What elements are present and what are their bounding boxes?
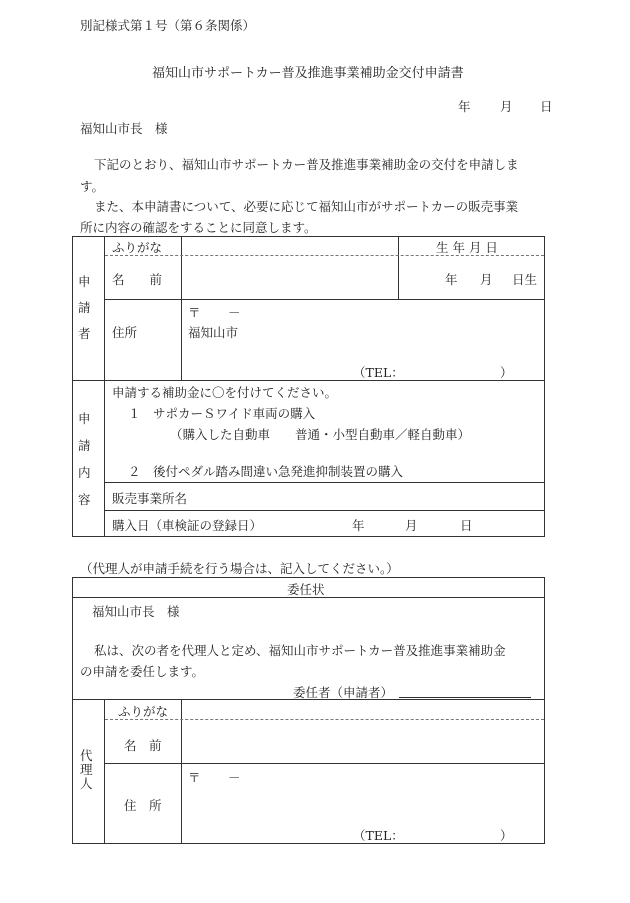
intro-para1-line1: 下記のとおり、福知山市サポートカー普及推進事業補助金の交付を申請しま xyxy=(94,157,519,172)
applicant-furigana-label: ふりがな xyxy=(112,240,163,255)
proxy-furigana-label: ふりがな xyxy=(118,704,169,719)
applicant-birth-day[interactable]: 日生 xyxy=(512,272,538,287)
date-year[interactable]: 年 xyxy=(458,99,471,114)
purchase-date-label: 購入日（車検証の登録日） xyxy=(112,518,263,533)
proxy-address-field[interactable] xyxy=(183,787,543,817)
applicant-furigana-field[interactable] xyxy=(183,238,397,254)
application-item-2[interactable]: ２ 後付ペダル踏み間違い急発進抑制装置の購入 xyxy=(128,464,404,479)
proxy-postal-mark: 〒 xyxy=(188,770,201,785)
purchase-month[interactable]: 月 xyxy=(405,518,418,533)
intro-para2-line2: 所に内容の確認をすることに同意します。 xyxy=(80,220,317,235)
date-month[interactable]: 月 xyxy=(500,99,513,114)
applicant-postal-mark: 〒 xyxy=(188,305,201,320)
purchase-day[interactable]: 日 xyxy=(460,518,473,533)
application-instruction: 申請する補助金に〇を付けてください。 xyxy=(112,385,338,400)
attorney-title: 委任状 xyxy=(287,582,325,597)
proxy-furigana-field[interactable] xyxy=(183,701,543,718)
proxy-tel-close: ） xyxy=(500,828,513,843)
intro-para1-line2: す。 xyxy=(80,179,105,194)
applicant-birth-year[interactable]: 年 xyxy=(445,272,458,287)
applicant-tel-field[interactable] xyxy=(395,362,495,379)
purchase-year[interactable]: 年 xyxy=(352,518,365,533)
proxy-tel-field[interactable] xyxy=(395,825,495,841)
delegator-label: 委任者（申請者） xyxy=(293,685,394,700)
applicant-section-label: 申 請 者 xyxy=(78,274,91,341)
applicant-postal-dash: － xyxy=(228,305,241,320)
proxy-note: （代理人が申請手続を行う場合は、記入してください。） xyxy=(80,561,399,576)
dealer-label: 販売事業所名 xyxy=(112,491,188,506)
proxy-name-field[interactable] xyxy=(183,721,543,762)
form-number: 別記様式第１号（第６条関係） xyxy=(80,18,256,33)
applicant-name-field[interactable] xyxy=(183,258,397,298)
applicant-address-field[interactable] xyxy=(183,341,543,361)
application-item-1[interactable]: １ サポカーＳワイド車両の購入 xyxy=(128,406,316,421)
page-title: 福知山市サポートカー普及推進事業補助金交付申請書 xyxy=(152,66,464,81)
proxy-tel-label: （TEL： xyxy=(353,828,404,843)
intro-para2-line1: また、本申請書について、必要に応じて福知山市がサポートカーの販売事業 xyxy=(94,199,519,214)
proxy-postal-dash: － xyxy=(228,770,241,785)
addressee: 福知山市長 様 xyxy=(80,121,168,136)
application-item-1-sub[interactable]: （購入した自動車 普通・小型自動車／軽自動車） xyxy=(170,427,471,442)
attorney-body-line1: 私は、次の者を代理人と定め、福知山市サポートカー普及推進事業補助金 xyxy=(94,643,506,658)
attorney-addressee: 福知山市長 様 xyxy=(92,604,180,619)
applicant-tel-label: （TEL： xyxy=(353,365,404,380)
date-day[interactable]: 日 xyxy=(540,99,553,114)
applicant-name-label: 名 前 xyxy=(112,272,163,287)
applicant-birth-month[interactable]: 月 xyxy=(480,272,493,287)
application-section-label: 申 請 内 容 xyxy=(78,411,91,507)
proxy-address-label: 住 所 xyxy=(124,798,162,813)
proxy-name-label: 名 前 xyxy=(124,738,162,753)
applicant-city: 福知山市 xyxy=(188,325,239,340)
applicant-birth-label: 生 年 月 日 xyxy=(436,240,498,255)
applicant-tel-close: ） xyxy=(500,365,513,380)
attorney-body-line2: の申請を委任します。 xyxy=(80,664,205,679)
delegator-signature-field[interactable] xyxy=(399,683,531,698)
dealer-field[interactable] xyxy=(200,484,540,508)
applicant-address-label: 住所 xyxy=(112,325,138,340)
proxy-section-label: 代 理 人 xyxy=(80,748,93,791)
